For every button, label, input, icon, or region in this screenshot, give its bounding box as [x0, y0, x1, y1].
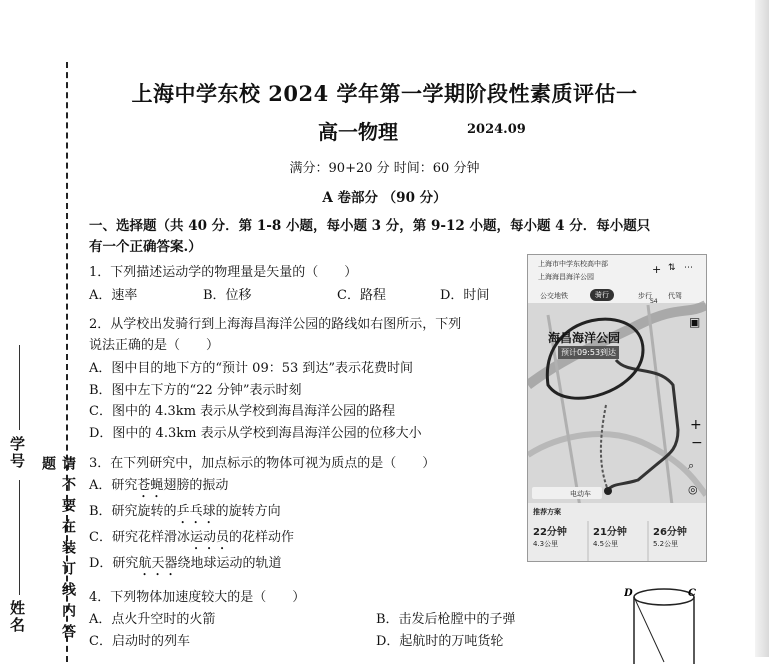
instructions-line-2: 有一个正确答案.）	[89, 239, 202, 255]
q1-option-b: B．位移	[203, 288, 252, 303]
route1-time[interactable]: 22分钟	[533, 527, 567, 538]
q4-option-b: B．击发后枪膛中的子弹	[376, 612, 516, 627]
q3-b-dotted: 乒乓球	[176, 504, 216, 519]
zoom-out-icon[interactable]: −	[691, 435, 703, 451]
q2-stem-line-1: 2．从学校出发骑行到上海海昌海洋公园的路线如右图所示，下列	[89, 317, 462, 332]
route-map-figure	[527, 254, 707, 562]
q3-c-prefix: C．研究花样滑冰	[89, 530, 190, 545]
tab-cycling[interactable]: 骑行	[590, 289, 614, 301]
student-id-line	[19, 345, 20, 430]
swap-icon[interactable]: ⇅	[668, 263, 676, 273]
section-instructions	[89, 216, 669, 258]
tab-driver[interactable]: 代驾	[668, 292, 682, 300]
road-tag: S4	[650, 298, 658, 305]
q3-a-suffix: 翅膀的振动	[163, 478, 229, 493]
name-label: 姓名	[8, 600, 26, 634]
q1-stem: 1．下列描述运动学的物理量是矢量的（ ）	[89, 265, 358, 280]
q3-d-suffix: 绕地球运动的轨道	[177, 556, 282, 571]
route3-time[interactable]: 26分钟	[653, 527, 687, 538]
layers-icon[interactable]: ▣	[689, 315, 701, 329]
zoom-in-icon[interactable]: +	[690, 417, 702, 433]
q3-option-d	[89, 552, 281, 579]
route3-distance: 5.2公里	[653, 540, 679, 548]
q2-option-b: B．图中左下方的“22 分钟”表示时刻	[89, 383, 302, 398]
q2-option-a: A．图中目的地下方的“预计 09：53 到达”表示花费时间	[89, 361, 414, 376]
instructions-line-1: 一、选择题（共 40 分．第 1-8 小题，每小题 3 分，第 9-12 小题，每小题 4 分．每小题只	[89, 218, 651, 234]
q2-option-d: D．图中的 4.3km 表示从学校到海昌海洋公园的位移大小	[89, 426, 422, 441]
search-icon[interactable]: ⌕	[688, 459, 695, 472]
score-time: 满分：90+20 分 时间：60 分钟	[289, 161, 480, 176]
q3-c-suffix: 的花样动作	[228, 530, 294, 545]
map-destination-field[interactable]: 上海海昌海洋公园	[538, 273, 594, 281]
figure-label-d: D	[624, 588, 633, 599]
q4-option-c: C．启动时的列车	[89, 634, 190, 649]
route2-time[interactable]: 21分钟	[593, 527, 627, 538]
q3-stem: 3．在下列研究中，加点标示的物体可视为质点的是（ ）	[89, 456, 436, 471]
more-icon[interactable]: ⋯	[684, 263, 693, 273]
q4-stem: 4．下列物体加速度较大的是（ ）	[89, 590, 306, 605]
q3-c-dotted: 运动员	[189, 530, 229, 545]
map-place-label: 海昌海洋公园	[548, 331, 621, 345]
q4-option-a: A．点火升空时的火箭	[89, 612, 216, 627]
map-eta: 预计09:53到达	[558, 346, 619, 359]
route2-distance: 4.5公里	[593, 540, 619, 548]
q4-option-d: D．起航时的万吨货轮	[376, 634, 504, 649]
q3-option-c	[89, 526, 294, 553]
q3-a-dotted: 苍蝇	[137, 478, 164, 493]
q2-option-c: C．图中的 4.3km 表示从学校到海昌海洋公园的路程	[89, 404, 396, 419]
route1-title: 推荐方案	[533, 508, 561, 516]
q1-option-d: D．时间	[440, 288, 490, 303]
q3-b-prefix: B．研究旋转的	[89, 504, 177, 519]
exam-subject: 高一物理	[318, 120, 398, 144]
q1-option-a: A．速率	[89, 288, 138, 303]
tab-transit[interactable]: 公交地铁	[540, 292, 568, 300]
locate-icon[interactable]: ◎	[688, 483, 698, 496]
q3-d-dotted: 航天器	[138, 556, 178, 571]
q3-d-prefix: D．研究	[89, 556, 139, 571]
exam-date: 2024.09	[467, 122, 526, 137]
add-icon[interactable]: +	[652, 263, 662, 276]
name-line	[19, 480, 20, 595]
ebike-toggle[interactable]: 电动车	[570, 490, 591, 498]
map-origin: 上海市中学东校高中部	[538, 260, 608, 268]
q1-option-c: C．路程	[337, 288, 386, 303]
tab-walking[interactable]: 步行	[638, 292, 652, 300]
route1-distance: 4.3公里	[533, 540, 559, 548]
exam-title: 上海中学东校 2024 学年第一学期阶段性素质评估一	[131, 81, 638, 106]
binding-warning: 请不要在装订线内答题	[40, 456, 76, 645]
figure-label-c: C	[688, 588, 696, 599]
student-id-label: 学号	[8, 436, 26, 470]
q3-option-b	[89, 500, 281, 527]
part-heading: A 卷部分 （90 分）	[322, 190, 447, 206]
q2-stem-line-2: 说法正确的是（ ）	[89, 338, 220, 353]
q3-b-suffix: 的旋转方向	[215, 504, 281, 519]
cylinder-figure	[624, 584, 704, 664]
q3-a-prefix: A．研究	[89, 478, 138, 493]
q3-option-a	[89, 474, 228, 501]
